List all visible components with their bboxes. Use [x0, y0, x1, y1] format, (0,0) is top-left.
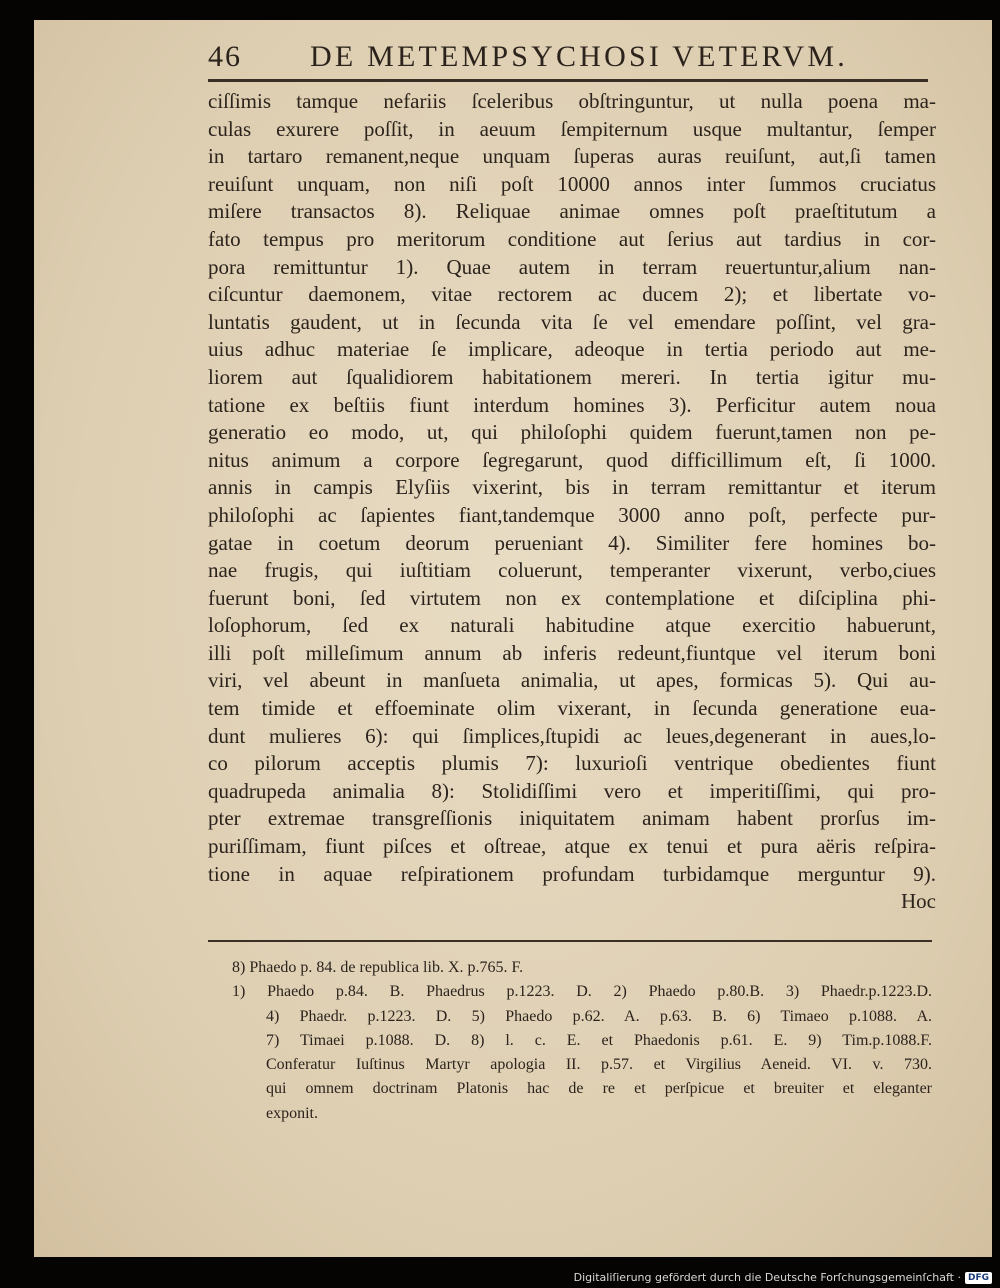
text-line: liorem aut ſqualidiorem habitationem mereri. In tertia igitur mu- [208, 364, 936, 389]
text-line: philoſophi ac ſapientes fiant,tandemque 3000 anno poſt, perfecte pur- [208, 502, 936, 527]
text-line: ciſcuntur daemonem, vitae rectorem ac ducem 2); et libertate vo- [208, 282, 936, 307]
text-line: luntatis gaudent, ut in ſecunda vita ſe vel emendare poſſint, vel gra- [208, 309, 936, 334]
digitization-credit [574, 1271, 992, 1284]
text-line: in tartaro remanent,neque unquam ſuperas auras reuiſunt, aut,ſi tamen [208, 144, 936, 169]
text-line: co pilorum acceptis plumis 7): luxurioſi ventrique obedientes fiunt [208, 751, 936, 776]
credit-text: Digitaliſierung gefördert durch die Deutsche Forſchungsgemeinſchaft · [573, 1271, 961, 1284]
footnote: exponit. [266, 1104, 318, 1122]
text-line: nitus animum a corpore ſegregarunt, quod difficillimum eſt, ſi 1000. [208, 447, 936, 472]
text-line: culas exurere poſſit, in aeuum ſempiternum usque multantur, ſemper [208, 116, 936, 141]
footnote-rule [208, 940, 932, 942]
footnote: Conferatur Iuſtinus Martyr apologia II. p.57. et Virgilius Aeneid. VI. v. 730. [266, 1056, 932, 1074]
text-line: fuerunt boni, ſed virtutem non ex contemplatione et diſciplina phi- [208, 585, 936, 610]
text-line: pora remittuntur 1). Quae autem in terram reuertuntur,alium nan- [208, 254, 936, 279]
dfg-logo: DFG [965, 1272, 992, 1284]
text-line: quadrupeda animalia 8): Stolidiſſimi vero et imperitiſſimi, qui pro- [208, 778, 936, 803]
text-line: dunt mulieres 6): qui ſimplices,ſtupidi ac leues,degenerant in aues,lo- [208, 723, 936, 748]
text-line: tem timide et effoeminate olim vixerant, in ſecunda generatione eua- [208, 696, 936, 721]
running-header [208, 40, 930, 80]
page-number: 46 [208, 40, 242, 73]
footnote: 7) Timaei p.1088. D. 8) l. c. E. et Phaedonis p.61. E. 9) Tim.p.1088.F. [266, 1031, 932, 1049]
text-line: annis in campis Elyſiis vixerint, bis in terram remittantur et iterum [208, 475, 936, 500]
footnotes [232, 956, 932, 1126]
footnote: 8) Phaedo p. 84. de republica lib. X. p.765. F. [232, 959, 524, 976]
main-text [208, 88, 936, 916]
catchword: Hoc [901, 889, 936, 914]
footnote: 1) Phaedo p.84. B. Phaedrus p.1223. D. 2) Phaedo p.80.B. 3) Phaedr.p.1223.D. [232, 983, 932, 1001]
header-rule [208, 79, 928, 82]
text-line: loſophorum, ſed ex naturali habitudine atque exercitio habuerunt, [208, 613, 936, 638]
text-line: miſere transactos 8). Reliquae animae omnes poſt praeſtitutum a [208, 199, 936, 224]
text-line: tatione ex beſtiis fiunt interdum homines 3). Perficitur autem noua [208, 392, 936, 417]
text-line: puriſſimam, fiunt piſces et oſtreae, atque ex tenui et pura aëris reſpira- [208, 834, 936, 859]
text-line: nae frugis, qui iuſtitiam coluerunt, temperanter vixerunt, verbo,ciues [208, 558, 936, 583]
text-line: tione in aquae reſpirationem profundam turbidamque merguntur 9). [208, 861, 936, 886]
text-line: viri, vel abeunt in manſueta animalia, ut apes, formicas 5). Qui au- [208, 668, 936, 693]
text-line: reuiſunt unquam, non niſi poſt 10000 annos inter ſummos cruciatus [208, 171, 936, 196]
text-line: uius adhuc materiae ſe implicare, adeoque in tertia periodo aut me- [208, 337, 936, 362]
footnote: 4) Phaedr. p.1223. D. 5) Phaedo p.62. A. p.63. B. 6) Timaeo p.1088. A. [266, 1007, 932, 1025]
text-line: ciſſimis tamque nefariis ſceleribus obſtringuntur, ut nulla poena ma- [208, 89, 936, 113]
text-line: gatae in coetum deorum perueniant 4). Similiter fere homines bo- [208, 530, 936, 555]
text-line: fato tempus pro meritorum conditione aut ſerius aut tardius in cor- [208, 226, 936, 251]
text-line: generatio eo modo, ut, qui philoſophi quidem fuerunt,tamen non pe- [208, 420, 936, 445]
text-line: illi poſt milleſimum annum ab inferis redeunt,fiuntque vel iterum boni [208, 640, 936, 665]
footnote: qui omnem doctrinam Platonis hac de re et perſpicue et breuiter et eleganter [266, 1080, 932, 1098]
text-line: pter extremae transgreſſionis iniquitatem animam habent prorſus im- [208, 806, 936, 831]
running-title: DE METEMPSYCHOSI VETERVM. [310, 40, 848, 73]
